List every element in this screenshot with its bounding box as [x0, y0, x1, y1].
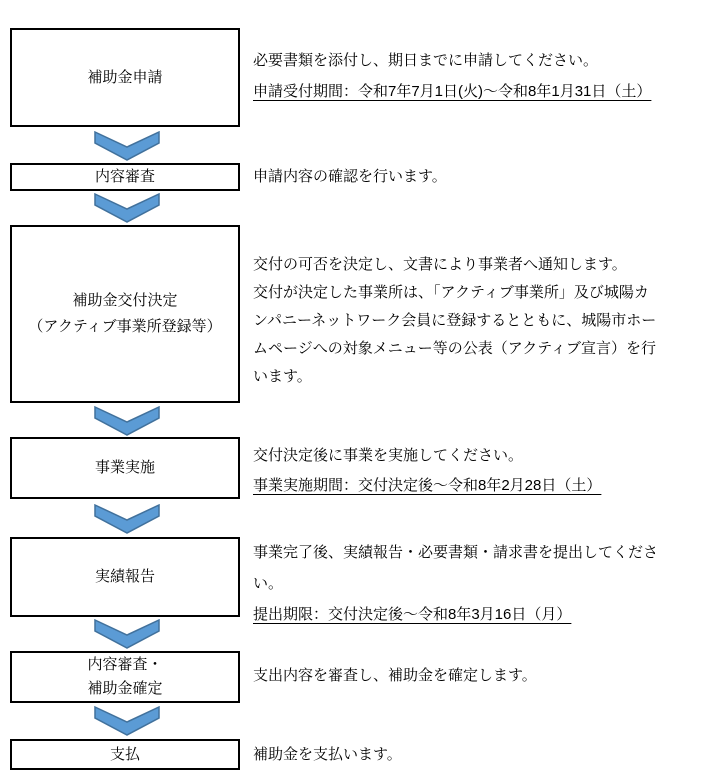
flow-box-label: 事業実施 [94, 459, 155, 476]
flow-box-label: 補助金申請 [87, 68, 163, 86]
down-arrow-icon [94, 193, 160, 223]
description-line: ンパニーネットワーク会員に登録するとともに、城陽市ホー [253, 312, 657, 329]
flow-box-review-and-confirmation [10, 651, 240, 703]
step-description-project-implementation [253, 441, 711, 501]
down-arrow-icon [94, 504, 160, 534]
description-line: 交付決定後に事業を実施してください。 [253, 447, 524, 464]
flow-box-label: （アクティブ事業所登録等） [28, 318, 222, 335]
flow-box-subsidy-application [10, 28, 240, 127]
step-description-subsidy-application [253, 45, 711, 107]
description-deadline-line: 提出期限：交付決定後～令和8年3月16日（月） [253, 606, 572, 623]
flow-box-label: 実績報告 [94, 568, 155, 585]
flow-box-label: 補助金確定 [87, 680, 163, 697]
description-line: 支出内容を審査し、補助金を確定します。 [253, 667, 537, 684]
description-line: 交付が決定した事業所は、「アクティブ事業所」及び城陽カ [253, 284, 649, 301]
step-description-review-and-confirmation [253, 665, 711, 687]
down-arrow-icon [94, 619, 160, 649]
description-line: 交付の可否を決定し、文書により事業者へ通知します。 [253, 256, 627, 273]
flow-box-payment [10, 739, 240, 770]
description-line: 必要書類を添付し、期日までに申請してください。 [253, 52, 599, 69]
description-line: 事業完了後、実績報告・必要書類・請求書を提出してくださ [253, 544, 659, 561]
step-description-grant-decision [253, 251, 711, 391]
flow-box-label: 内容審査 [94, 168, 155, 185]
flow-box-label: 補助金交付決定 [72, 292, 178, 309]
step-description-payment [253, 744, 711, 766]
step-description-results-report [253, 537, 711, 630]
description-line: い。 [253, 575, 284, 592]
step-description-content-review [253, 166, 711, 188]
flow-box-grant-decision [10, 225, 240, 403]
description-line: 申請内容の確認を行います。 [253, 168, 447, 185]
description-deadline-line: 申請受付期間：令和7年7月1日(火)～令和8年1月31日（土） [253, 83, 652, 100]
flow-box-content-review [10, 163, 240, 191]
description-deadline-line: 事業実施期間：交付決定後～令和8年2月28日（土） [253, 477, 602, 494]
flow-box-label: 支払 [109, 745, 140, 763]
description-line: ムページへの対象メニュー等の公表（アクティブ宣言）を行 [253, 340, 657, 357]
description-line: います。 [253, 368, 312, 385]
down-arrow-icon [94, 706, 160, 736]
flow-box-project-implementation [10, 437, 240, 499]
down-arrow-icon [94, 406, 160, 436]
flow-box-label: 内容審査・ [87, 656, 163, 673]
down-arrow-icon [94, 131, 160, 161]
description-line: 補助金を支払います。 [253, 746, 402, 763]
flow-box-results-report [10, 537, 240, 617]
